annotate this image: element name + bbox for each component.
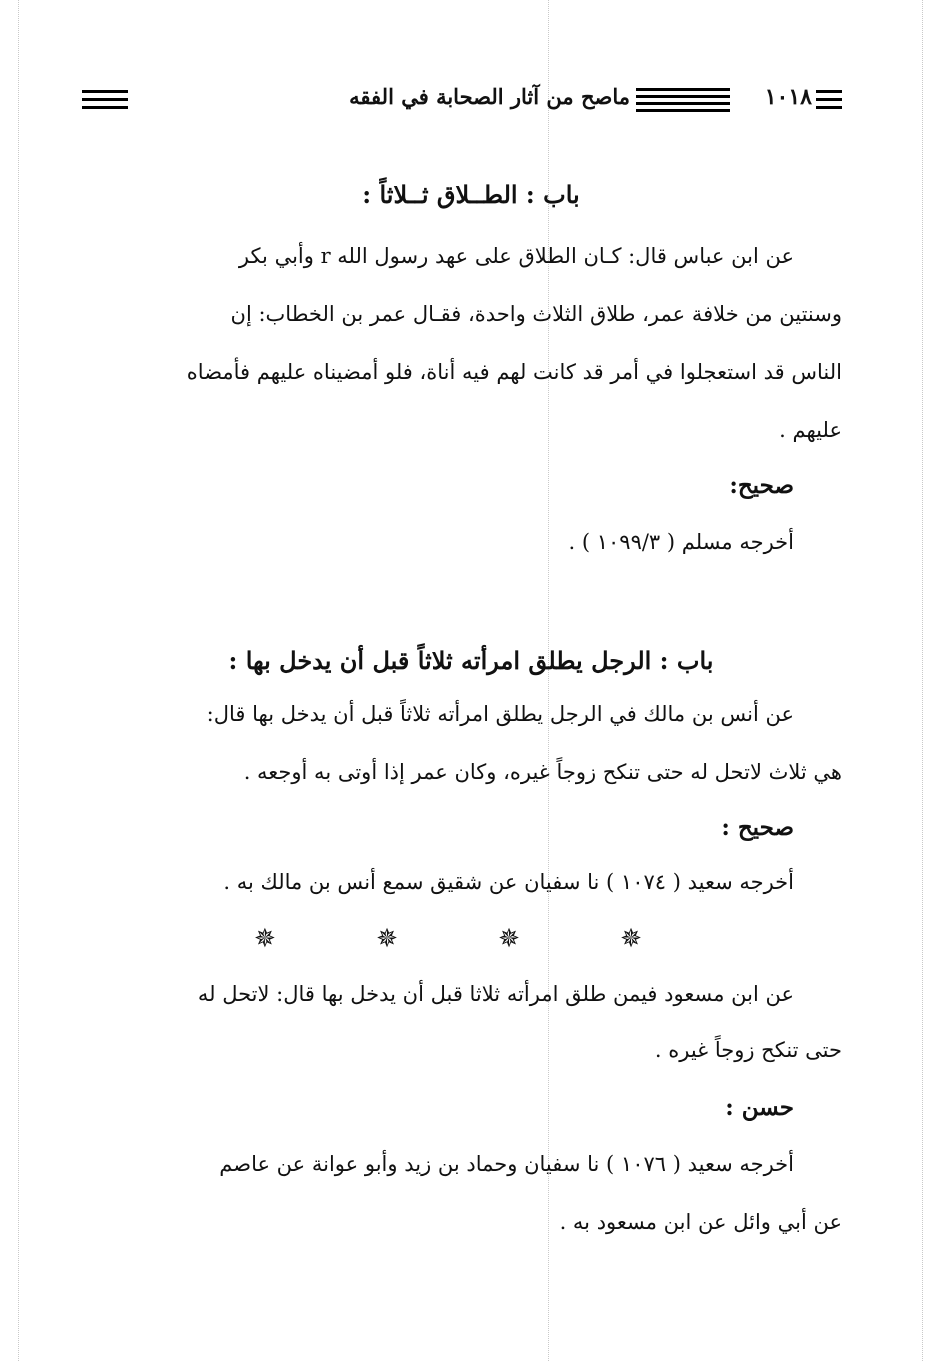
grade-label: صحيح : [721, 814, 794, 841]
header-rule [816, 98, 842, 101]
header-rule [82, 98, 128, 101]
page-number: ١٠١٨ [764, 84, 812, 110]
source-line: أخرجه سعيد ( ١٠٧٤ ) نا سفيان عن شقيق سمع أنس بن مالك به . [223, 870, 794, 894]
header-rule [82, 106, 128, 109]
separator-stars: ✵ ✵ ✵ ✵ [254, 924, 688, 954]
text-line: عن ابن عباس قال: كـان الطلاق على عهد رسول الله r وأبي بكر [238, 244, 794, 268]
text-line: وسنتين من خلافة عمر، طلاق الثلاث واحدة، فقـال عمر بن الخطاب: إن [230, 302, 842, 326]
header-rule [636, 102, 730, 105]
grade-label: حسن : [725, 1094, 794, 1121]
running-header [82, 84, 842, 120]
text-line: هي ثلاث لاتحل له حتى تنكح زوجاً غيره، وكان عمر إذا أوتى به أوجعه . [243, 760, 842, 784]
book-title: ماصح من آثار الصحابة في الفقه [349, 84, 630, 109]
source-line: أخرجه سعيد ( ١٠٧٦ ) نا سفيان وحماد بن زيد وأبو عوانة عن عاصم [219, 1152, 794, 1176]
text-line: عليهم . [779, 418, 842, 442]
header-rule [816, 106, 842, 109]
source-line: أخرجه مسلم ( ١٠٩٩/٣ ) . [568, 530, 794, 554]
header-rule [636, 88, 730, 91]
section-heading: باب : الرجل يطلق امرأته ثلاثاً قبل أن يدخل بها : [228, 646, 714, 675]
header-rule [636, 109, 730, 112]
section-heading: باب : الطــلاق ثــلاثاً : [362, 180, 580, 209]
text-line: الناس قد استعجلوا في أمر قد كانت لهم فيه أناة، فلو أمضيناه عليهم فأمضاه [186, 360, 842, 384]
source-line: عن أبي وائل عن ابن مسعود به . [559, 1210, 842, 1234]
grade-label: صحيح: [729, 472, 794, 499]
header-rule [82, 90, 128, 93]
text-line: عن أنس بن مالك في الرجل يطلق امرأته ثلاثاً قبل أن يدخل بها قال: [206, 702, 794, 726]
header-rule [816, 90, 842, 93]
header-rule [636, 95, 730, 98]
text-line: عن ابن مسعود فيمن طلق امرأته ثلاثا قبل أن يدخل بها قال: لاتحل له [197, 982, 794, 1006]
text-line: حتى تنكح زوجاً غيره . [654, 1038, 842, 1062]
